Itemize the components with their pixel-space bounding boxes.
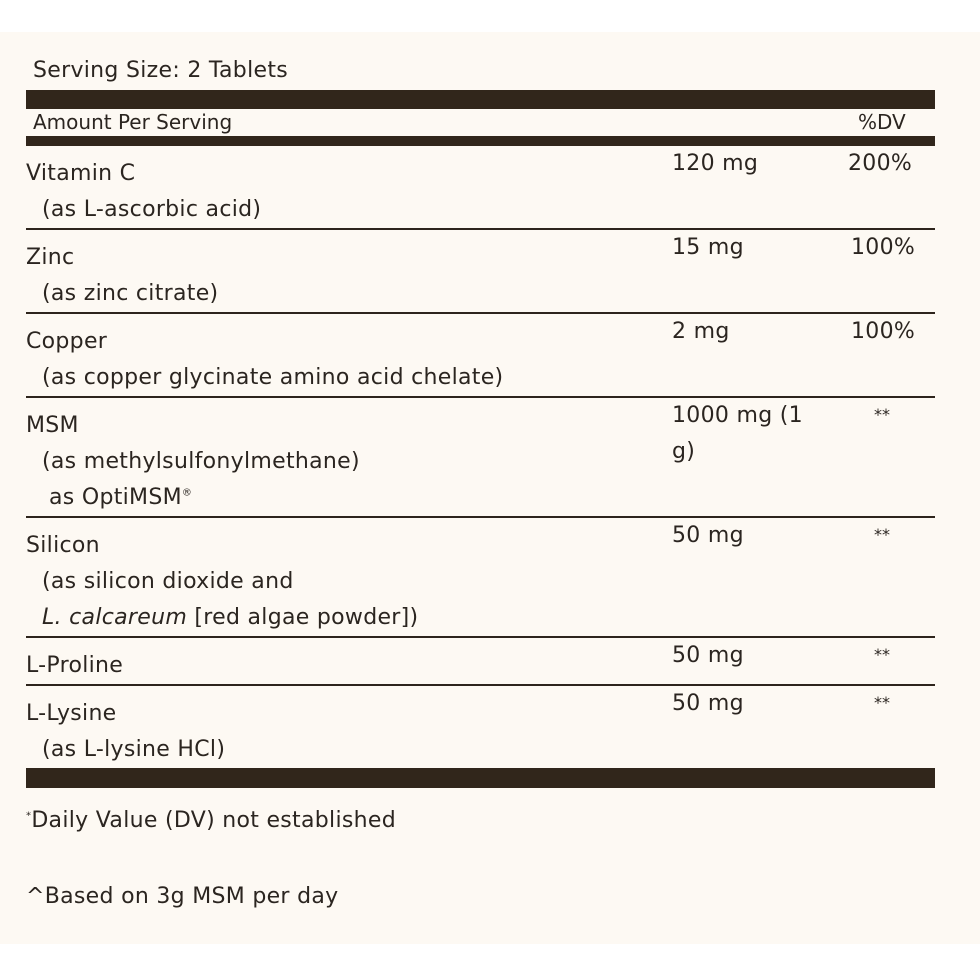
asterisk-mark: * <box>26 810 32 822</box>
nutrient-dv: 100% <box>851 319 916 344</box>
nutrient-dv: 100% <box>851 235 916 260</box>
nutrient-detail: (as L-ascorbic acid) <box>42 197 262 222</box>
nutrient-detail-brand: as OptiMSM® <box>49 485 193 510</box>
row-divider <box>26 684 935 686</box>
nutrient-amount: 1000 mg (1 <box>672 403 803 428</box>
amount-per-serving-label: Amount Per Serving <box>33 110 233 134</box>
nutrient-amount: 50 mg <box>672 643 744 668</box>
row-divider <box>26 516 935 518</box>
nutrient-dv: 200% <box>848 151 913 176</box>
nutrient-name: L-Lysine <box>26 701 117 726</box>
footnote-dv: *Daily Value (DV) not established <box>26 808 396 833</box>
nutrient-dv: ** <box>874 645 890 664</box>
nutrient-detail-source: L. calcareum [red algae powder]) <box>42 605 419 630</box>
thick-divider-top <box>26 90 935 109</box>
nutrient-amount: 15 mg <box>672 235 744 260</box>
registered-mark: ® <box>181 487 193 499</box>
row-divider <box>26 312 935 314</box>
nutrient-name: L-Proline <box>26 653 124 678</box>
nutrient-detail: (as methylsulfonylmethane) <box>42 449 360 474</box>
row-divider <box>26 636 935 638</box>
nutrient-dv: ** <box>874 405 890 424</box>
thick-divider-header <box>26 136 935 146</box>
nutrient-dv: ** <box>874 693 890 712</box>
nutrient-detail: (as L-lysine HCl) <box>42 737 226 762</box>
thick-divider-bottom <box>26 768 935 788</box>
dv-column-header: %DV <box>858 110 906 134</box>
nutrient-name: Silicon <box>26 533 100 558</box>
serving-size: Serving Size: 2 Tablets <box>33 58 289 83</box>
nutrient-amount: 50 mg <box>672 523 744 548</box>
row-divider <box>26 228 935 230</box>
nutrient-detail: (as silicon dioxide and <box>42 569 294 594</box>
nutrient-name: Zinc <box>26 245 75 270</box>
nutrient-amount: 50 mg <box>672 691 744 716</box>
nutrient-detail: (as copper glycinate amino acid chelate) <box>42 365 504 390</box>
row-divider <box>26 396 935 398</box>
nutrient-name: Copper <box>26 329 108 354</box>
nutrient-amount: 120 mg <box>672 151 759 176</box>
nutrient-name: MSM <box>26 413 79 438</box>
nutrient-name: Vitamin C <box>26 161 136 186</box>
nutrient-amount-cont: g) <box>672 439 696 464</box>
nutrient-amount: 2 mg <box>672 319 730 344</box>
nutrient-dv: ** <box>874 525 890 544</box>
footnote-msm: ^Based on 3g MSM per day <box>26 884 339 909</box>
nutrient-detail: (as zinc citrate) <box>42 281 219 306</box>
